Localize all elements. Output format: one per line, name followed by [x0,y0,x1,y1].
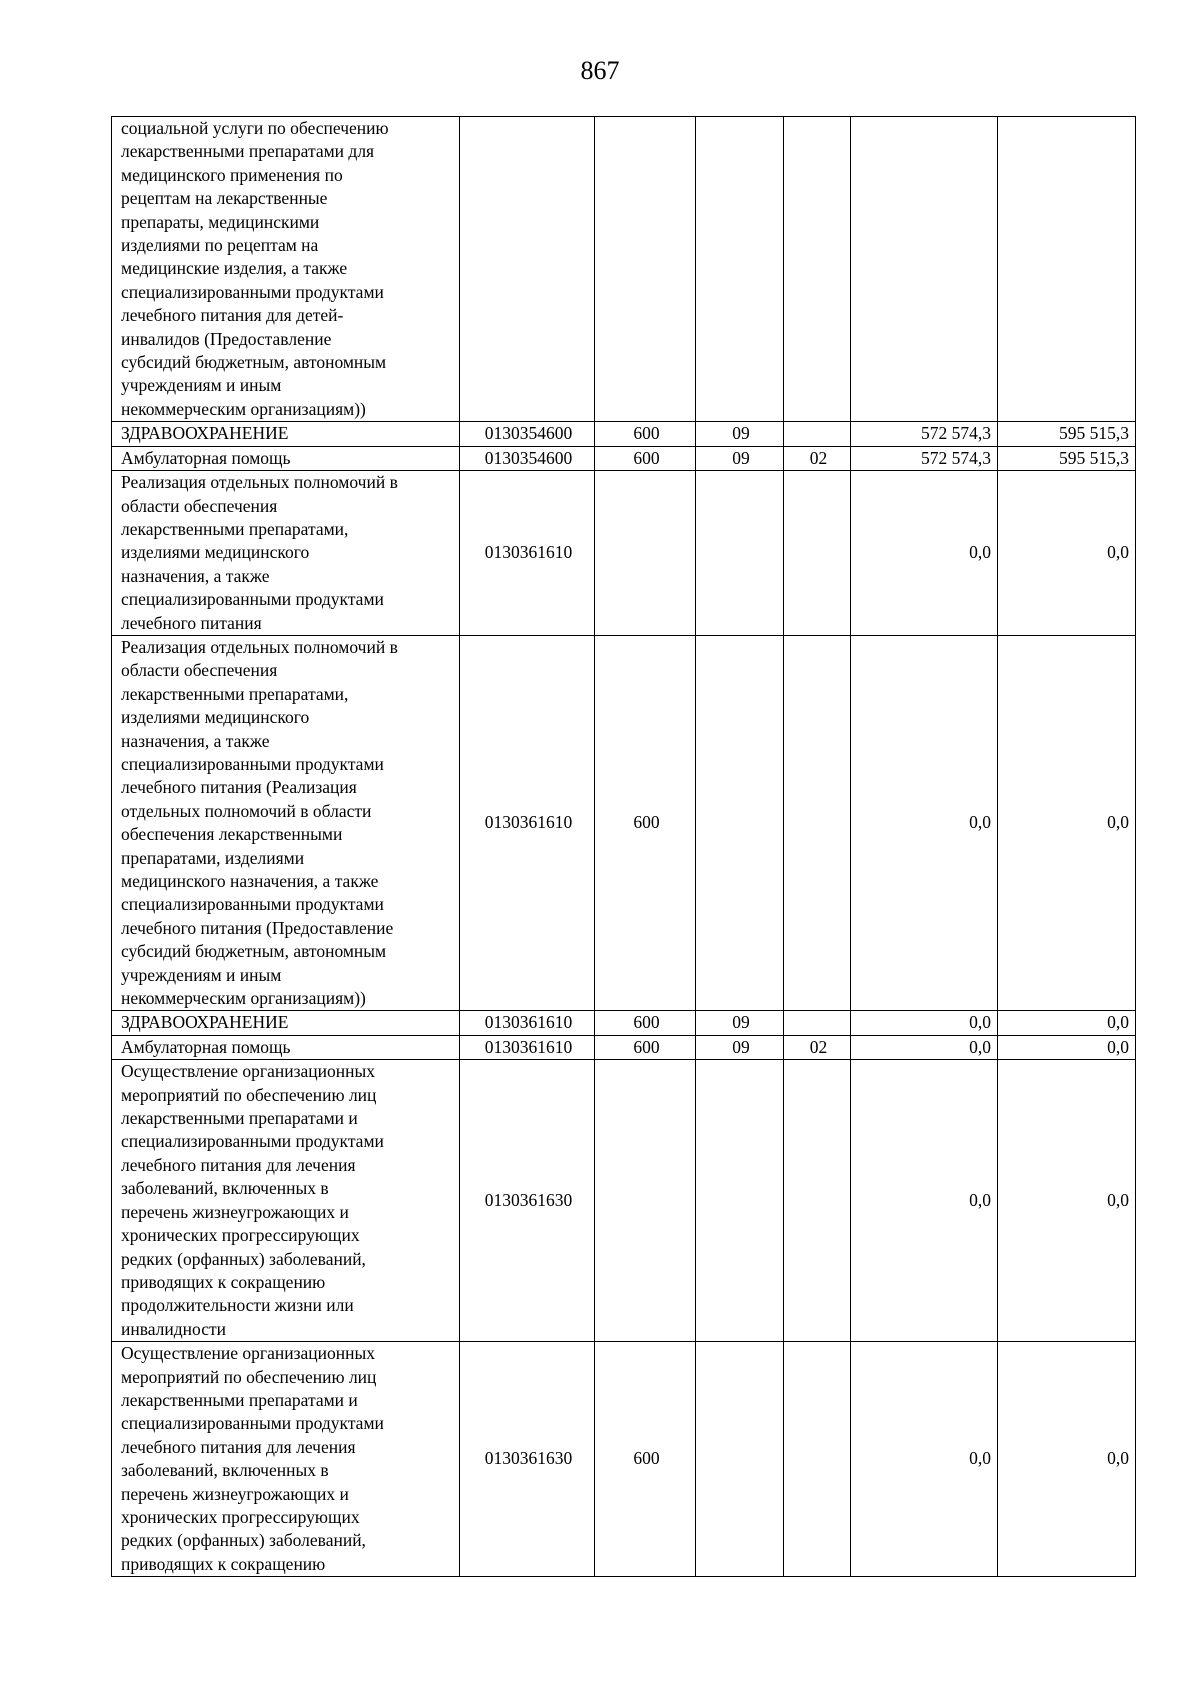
subsection-cell [784,1342,851,1577]
name-line: перечень жизнеугрожающих и [121,1483,349,1504]
value2-cell: 595 515,3 [998,422,1136,446]
vr-cell: 600 [595,635,696,1011]
value2-cell: 0,0 [998,1060,1136,1342]
name-line: Осуществление организационных [121,1343,375,1364]
table-body [112,117,1136,1577]
name-line: лечебного питания для лечения [121,1436,356,1457]
value1-cell: 572 574,3 [851,422,998,446]
name-line: Осуществление организационных [121,1061,375,1082]
name-line: лечебного питания (Предоставление [121,917,394,938]
name-line: приводящих к сокращению [121,1553,326,1574]
name-line: отдельных полномочий в области [121,800,372,821]
name-line: специализированными продуктами [121,894,384,915]
name-cell [112,1035,460,1059]
value2-cell: 0,0 [998,1035,1136,1059]
name-line: специализированными продуктами [121,1413,384,1434]
name-line: редких (орфанных) заболеваний, [121,1248,366,1269]
name-line: лекарственными препаратами для [121,141,375,162]
name-line: препараты, медицинскими [121,211,320,232]
name-line: изделиями по рецептам на [121,235,319,256]
name-line: субсидий бюджетным, автономным [121,352,387,373]
section-cell: 09 [696,1035,784,1059]
name-line: социальной услуги по обеспечению [121,118,389,138]
name-cell [112,1060,460,1342]
budget-table [111,116,1136,1577]
name-line: назначения, а также [121,565,270,586]
csr-cell: 0130361610 [460,1011,595,1035]
name-line: изделиями медицинского [121,542,310,563]
name-line: специализированными продуктами [121,1131,384,1152]
value2-cell: 0,0 [998,635,1136,1011]
name-line: специализированными продуктами [121,589,384,610]
subsection-cell: 02 [784,446,851,470]
value2-cell: 0,0 [998,1011,1136,1035]
name-line: лекарственными препаратами и [121,1389,358,1410]
value1-cell [851,117,998,422]
table-row [112,1011,1136,1035]
csr-cell [460,117,595,422]
name-line: медицинского применения по [121,164,343,185]
vr-cell: 600 [595,422,696,446]
name-cell [112,471,460,636]
table-row [112,471,1136,636]
section-cell [696,1060,784,1342]
name-line: хронических прогрессирующих [121,1225,360,1246]
table-row [112,1060,1136,1342]
value1-cell: 0,0 [851,1011,998,1035]
name-cell [112,446,460,470]
name-line: мероприятий по обеспечению лиц [121,1366,377,1387]
name-line: Реализация отдельных полномочий в [121,636,398,657]
name-cell [112,635,460,1011]
table-row [112,1342,1136,1577]
name-cell [112,117,460,422]
name-cell [112,1011,460,1035]
csr-cell: 0130354600 [460,422,595,446]
name-line: назначения, а также [121,730,270,751]
name-cell [112,422,460,446]
csr-cell: 0130354600 [460,446,595,470]
name-line: заболеваний, включенных в [121,1178,329,1199]
name-line: ЗДРАВООХРАНЕНИЕ [121,1012,289,1033]
name-line: Реализация отдельных полномочий в [121,472,398,493]
value2-cell: 0,0 [998,1342,1136,1577]
section-cell [696,471,784,636]
name-line: медицинские изделия, а также [121,258,348,279]
name-line: продолжительности жизни или [121,1295,354,1316]
name-line: области обеспечения [121,495,278,516]
name-line: лечебного питания [121,612,262,633]
name-line: учреждениям и иным [121,375,282,396]
subsection-cell [784,117,851,422]
name-line: лекарственными препаратами, [121,518,349,539]
name-line: некоммерческим организациям)) [121,398,366,419]
name-line: некоммерческим организациям)) [121,988,366,1009]
name-line: лекарственными препаратами, [121,683,349,704]
section-cell: 09 [696,422,784,446]
name-line: инвалидов (Предоставление [121,328,332,349]
csr-cell: 0130361610 [460,635,595,1011]
name-line: ЗДРАВООХРАНЕНИЕ [121,423,289,444]
subsection-cell [784,635,851,1011]
section-cell [696,117,784,422]
csr-cell: 0130361610 [460,1035,595,1059]
vr-cell [595,117,696,422]
name-line: обеспечения лекарственными [121,824,343,845]
csr-cell: 0130361630 [460,1342,595,1577]
vr-cell: 600 [595,446,696,470]
value1-cell: 0,0 [851,1342,998,1577]
table-row [112,635,1136,1011]
name-line: рецептам на лекарственные [121,188,328,209]
name-line: субсидий бюджетным, автономным [121,941,387,962]
value1-cell: 0,0 [851,635,998,1011]
section-cell: 09 [696,446,784,470]
table-row [112,422,1136,446]
name-cell [112,1342,460,1577]
name-line: мероприятий по обеспечению лиц [121,1084,377,1105]
value2-cell [998,117,1136,422]
table-row [112,117,1136,422]
subsection-cell: 02 [784,1035,851,1059]
vr-cell: 600 [595,1035,696,1059]
csr-cell: 0130361610 [460,471,595,636]
value2-cell: 0,0 [998,471,1136,636]
name-line: специализированными продуктами [121,281,384,302]
name-line: заболеваний, включенных в [121,1460,329,1481]
name-line: хронических прогрессирующих [121,1506,360,1527]
vr-cell: 600 [595,1342,696,1577]
vr-cell: 600 [595,1011,696,1035]
name-line: учреждениям и иным [121,964,282,985]
name-line: лечебного питания (Реализация [121,777,357,798]
name-line: лечебного питания для детей- [121,305,344,326]
name-line: препаратами, изделиями [121,847,305,868]
subsection-cell [784,1011,851,1035]
section-cell: 09 [696,1011,784,1035]
name-line: изделиями медицинского [121,707,310,728]
value2-cell: 595 515,3 [998,446,1136,470]
table-row [112,446,1136,470]
name-line: специализированными продуктами [121,753,384,774]
subsection-cell [784,422,851,446]
name-line: Амбулаторная помощь [121,1036,291,1057]
section-cell [696,635,784,1011]
name-line: Амбулаторная помощь [121,447,291,468]
name-line: лечебного питания для лечения [121,1154,356,1175]
name-line: области обеспечения [121,660,278,681]
name-line: перечень жизнеугрожающих и [121,1201,349,1222]
name-line: приводящих к сокращению [121,1271,326,1292]
name-line: редких (орфанных) заболеваний, [121,1530,366,1551]
vr-cell [595,1060,696,1342]
value1-cell: 0,0 [851,1060,998,1342]
subsection-cell [784,1060,851,1342]
subsection-cell [784,471,851,636]
value1-cell: 572 574,3 [851,446,998,470]
value1-cell: 0,0 [851,1035,998,1059]
csr-cell: 0130361630 [460,1060,595,1342]
name-line: медицинского назначения, а также [121,871,379,891]
name-line: лекарственными препаратами и [121,1108,358,1129]
section-cell [696,1342,784,1577]
vr-cell [595,471,696,636]
table-row [112,1035,1136,1059]
name-line: инвалидности [121,1318,227,1339]
page-number: 867 [580,56,620,85]
value1-cell: 0,0 [851,471,998,636]
